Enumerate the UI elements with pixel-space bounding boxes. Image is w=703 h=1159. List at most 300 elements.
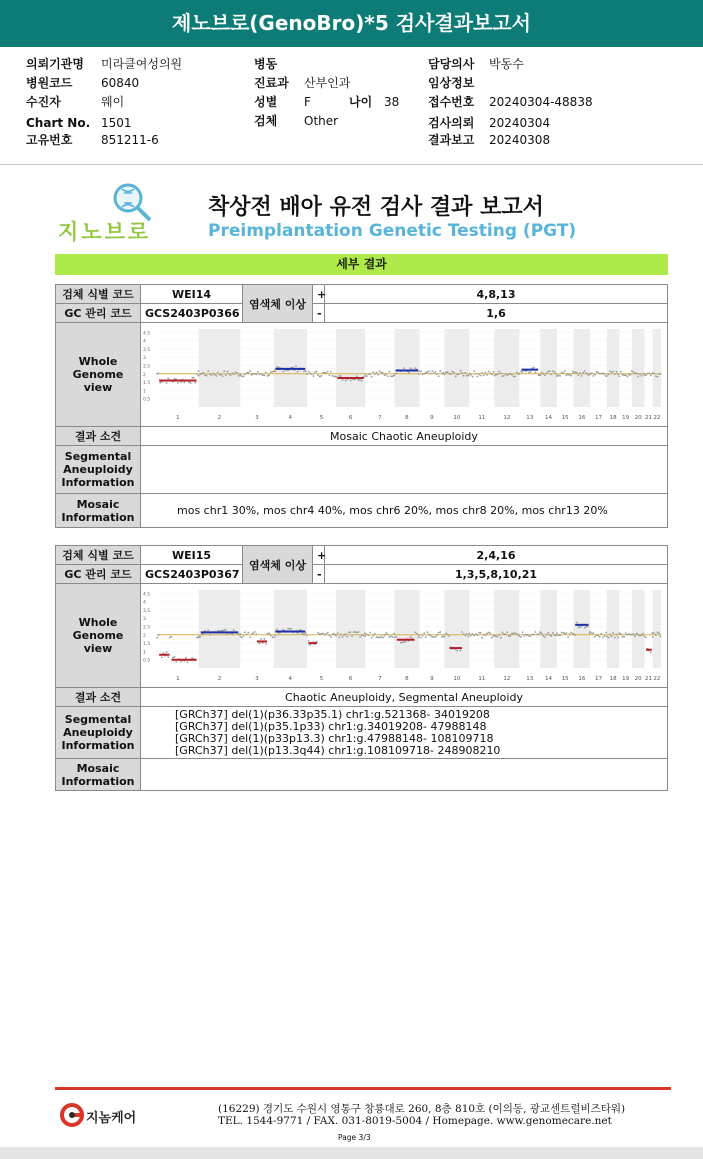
copy-number-bin: [177, 382, 179, 384]
copy-number-bin: [274, 370, 276, 372]
copy-number-bin: [533, 367, 535, 369]
copy-number-bin: [486, 374, 488, 376]
copy-number-bin: [445, 371, 447, 373]
copy-number-bin: [430, 373, 432, 375]
copy-number-bin: [368, 635, 370, 637]
copy-number-bin: [289, 628, 291, 630]
copy-number-bin: [511, 633, 513, 635]
copy-number-bin: [416, 633, 418, 635]
copy-number-bin: [493, 375, 495, 377]
copy-number-bin: [634, 372, 636, 374]
segmental-line: [GRCh37] del(1)(p33p13.3) chr1:g.47988148- 108109718: [175, 731, 494, 745]
copy-number-bin: [526, 634, 528, 636]
copy-number-bin: [647, 373, 649, 375]
copy-number-bin: [206, 375, 208, 377]
copy-number-bin: [658, 632, 660, 634]
copy-number-bin: [470, 635, 472, 637]
copy-number-bin: [330, 636, 332, 638]
mosaic-label: [56, 759, 141, 791]
copy-number-bin: [591, 373, 593, 375]
copy-number-bin: [241, 375, 243, 377]
finding-value: Chaotic Aneuploidy, Segmental Aneuploidy: [141, 688, 668, 707]
chromosome-tick-label: 18: [609, 676, 617, 682]
copy-number-bin: [324, 634, 326, 636]
copy-number-bin: [320, 633, 322, 635]
copy-number-bin: [369, 632, 371, 634]
copy-number-bin: [468, 375, 470, 377]
copy-number-bin: [388, 636, 390, 638]
chromosome-tick-label: 12: [503, 415, 511, 421]
copy-number-bin: [491, 374, 493, 376]
copy-number-bin: [257, 371, 259, 373]
copy-number-bin: [238, 633, 240, 635]
copy-number-bin: [660, 373, 662, 375]
copy-number-bin: [448, 373, 450, 375]
chromosome-tick-label: 3: [255, 676, 259, 682]
copy-number-bin: [531, 633, 533, 635]
copy-number-bin: [345, 380, 347, 382]
copy-number-bin: [448, 635, 450, 637]
copy-number-bin: [518, 373, 520, 375]
label-age: 나이: [349, 95, 373, 109]
copy-number-bin: [297, 371, 299, 373]
copy-number-bin: [652, 636, 654, 638]
genome-plot-cell: [141, 584, 668, 688]
copy-number-bin: [376, 636, 378, 638]
copy-number-bin: [215, 375, 217, 377]
copy-number-bin: [303, 633, 305, 635]
label-clinical-info: 임상정보: [428, 76, 475, 90]
copy-number-bin: [622, 636, 624, 638]
copy-number-bin: [317, 374, 319, 376]
copy-number-bin: [628, 633, 630, 635]
company-contact: TEL. 1544-9771 / FAX. 031-8019-5004 / Homepage. www.genomecare.net: [218, 1115, 612, 1127]
copy-number-bin: [343, 634, 345, 636]
copy-number-bin: [220, 374, 222, 376]
copy-number-bin: [642, 633, 644, 635]
copy-number-bin: [592, 375, 594, 377]
copy-number-bin: [508, 373, 510, 375]
label-physician: 담당의사: [428, 57, 475, 71]
copy-number-bin: [486, 633, 488, 635]
copy-number-bin: [263, 374, 265, 376]
copy-number-bin: [570, 375, 572, 377]
label-line: Whole: [78, 355, 118, 368]
copy-number-bin: [625, 374, 627, 376]
copy-number-bin: [328, 374, 330, 376]
report-title-bar: 제노브로(GenoBro)*5 검사결과보고서: [0, 0, 703, 47]
value-hospital-code: 60840: [101, 76, 140, 90]
copy-number-bin: [660, 636, 662, 638]
copy-number-bin: [358, 379, 360, 381]
copy-number-bin: [625, 632, 627, 634]
copy-number-bin: [418, 373, 420, 375]
copy-number-bin: [522, 371, 524, 373]
copy-number-bin: [566, 374, 568, 376]
copy-number-bin: [435, 636, 437, 638]
copy-number-bin: [556, 633, 558, 635]
copy-number-bin: [172, 657, 174, 659]
copy-number-bin: [481, 372, 483, 374]
copy-number-bin: [309, 372, 311, 374]
copy-number-bin: [570, 632, 572, 634]
copy-number-bin: [576, 622, 578, 624]
mosaic-label: [56, 494, 141, 528]
copy-number-bin: [259, 643, 261, 645]
copy-number-bin: [356, 375, 358, 377]
copy-number-bin: [645, 636, 647, 638]
copy-number-bin: [431, 370, 433, 372]
copy-number-bin: [380, 636, 382, 638]
copy-number-bin: [267, 633, 269, 635]
copy-number-bin: [456, 374, 458, 376]
label-test-requested: 검사의뢰: [428, 116, 475, 130]
gain-sign: +: [313, 285, 325, 304]
gc-code-label: GC 관리 코드: [56, 565, 141, 584]
copy-number-bin: [516, 633, 518, 635]
copy-number-bin: [460, 370, 462, 372]
copy-number-bin: [657, 376, 659, 378]
copy-number-bin: [274, 635, 276, 637]
copy-number-bin: [631, 633, 633, 635]
y-tick-label: 3: [143, 617, 146, 623]
copy-number-bin: [572, 370, 574, 372]
copy-number-bin: [175, 661, 177, 663]
y-tick-label: 1: [143, 389, 146, 395]
copy-number-bin: [597, 635, 599, 637]
gc-code-value: GCS2403P0366: [141, 304, 243, 323]
copy-number-bin: [201, 633, 203, 635]
chromosome-abnormality-label: 염색체 이상: [243, 285, 313, 323]
label-sex: 성별: [254, 95, 278, 109]
copy-number-bin: [290, 628, 292, 630]
copy-number-bin: [539, 631, 541, 633]
copy-number-bin: [533, 634, 535, 636]
label-line: Aneuploidy: [63, 726, 133, 739]
copy-number-bin: [195, 382, 197, 384]
copy-number-bin: [559, 375, 561, 377]
copy-number-bin: [359, 636, 361, 638]
label-patient: 수진자: [26, 95, 61, 109]
copy-number-bin: [582, 372, 584, 374]
copy-number-bin: [636, 373, 638, 375]
copy-number-bin: [589, 631, 591, 633]
copy-number-bin: [509, 635, 511, 637]
label-line: Information: [61, 510, 135, 524]
label-department: 진료과: [254, 76, 289, 90]
copy-number-bin: [614, 373, 616, 375]
copy-number-bin: [368, 373, 370, 375]
copy-number-bin: [478, 632, 480, 634]
copy-number-bin: [319, 633, 321, 635]
copy-number-bin: [525, 634, 527, 636]
chromosome-tick-label: 8: [405, 676, 409, 682]
copy-number-bin: [458, 373, 460, 375]
copy-number-bin: [337, 632, 339, 634]
company-name: 지놈케어: [86, 1111, 137, 1126]
copy-number-bin: [198, 636, 200, 638]
company-address: (16229) 경기도 수원시 영통구 창룡대로 260, 8층 810호 (이의동, 광교센트럴비즈타워): [218, 1103, 626, 1115]
copy-number-bin: [319, 376, 321, 378]
copy-number-bin: [488, 632, 490, 634]
sample-id-label: 검체 식별 코드: [56, 285, 141, 304]
chromosome-tick-label: 7: [378, 415, 382, 421]
copy-number-bin: [463, 633, 465, 635]
label-line: view: [83, 642, 113, 655]
copy-number-bin: [364, 635, 366, 637]
copy-number-bin: [591, 632, 593, 634]
copy-number-bin: [444, 374, 446, 376]
copy-number-bin: [364, 373, 366, 375]
copy-number-bin: [338, 636, 340, 638]
copy-number-bin: [651, 632, 653, 634]
y-tick-label: 4: [143, 339, 146, 345]
copy-number-bin: [219, 374, 221, 376]
copy-number-bin: [371, 376, 373, 378]
copy-number-bin: [395, 636, 397, 638]
copy-number-bin: [207, 370, 209, 372]
whole-genome-view-label: [56, 584, 141, 688]
chromosome-tick-label: 16: [578, 415, 586, 421]
y-tick-label: 4: [143, 600, 146, 606]
copy-number-bin: [241, 637, 243, 639]
report-title: 착상전 배아 유전 검사 결과 보고서: [208, 195, 544, 220]
copy-number-bin: [425, 372, 427, 374]
copy-number-bin: [422, 373, 424, 375]
copy-number-bin: [392, 375, 394, 377]
copy-number-bin: [641, 634, 643, 636]
copy-number-bin: [541, 372, 543, 374]
copy-number-bin: [191, 377, 193, 379]
label-line: view: [83, 381, 113, 394]
copy-number-bin: [503, 633, 505, 635]
copy-number-bin: [555, 373, 557, 375]
copy-number-bin: [444, 636, 446, 638]
copy-number-bin: [466, 375, 468, 377]
copy-number-bin: [576, 372, 578, 374]
copy-number-bin: [470, 374, 472, 376]
copy-number-bin: [430, 635, 432, 637]
copy-number-bin: [439, 370, 441, 372]
chromosome-tick-label: 20: [634, 676, 642, 682]
copy-number-bin: [614, 637, 616, 639]
copy-number-bin: [167, 377, 169, 379]
copy-number-bin: [594, 374, 596, 376]
copy-number-bin: [505, 373, 507, 375]
copy-number-bin: [577, 374, 579, 376]
copy-number-bin: [547, 371, 549, 373]
copy-number-bin: [308, 640, 310, 642]
copy-number-bin: [255, 633, 257, 635]
label-specimen: 검체: [254, 114, 278, 128]
copy-number-bin: [223, 629, 225, 631]
copy-number-bin: [227, 634, 229, 636]
label-line: Mosaic: [76, 761, 120, 775]
copy-number-bin: [435, 371, 437, 373]
copy-number-bin: [600, 373, 602, 375]
copy-number-bin: [596, 371, 598, 373]
label-line: Segmental: [64, 450, 132, 463]
copy-number-bin: [528, 635, 530, 637]
copy-number-bin: [573, 372, 575, 374]
copy-number-bin: [388, 371, 390, 373]
copy-number-bin: [379, 370, 381, 372]
copy-number-bin: [255, 373, 257, 375]
copy-number-bin: [308, 371, 310, 373]
copy-number-bin: [518, 635, 520, 637]
copy-number-bin: [372, 371, 374, 373]
copy-number-bin: [549, 634, 551, 636]
copy-number-bin: [199, 636, 201, 638]
copy-number-bin: [520, 371, 522, 373]
copy-number-bin: [530, 635, 532, 637]
copy-number-bin: [222, 630, 224, 632]
copy-number-bin: [227, 371, 229, 373]
copy-number-bin: [495, 635, 497, 637]
chromosome-tick-label: 4: [288, 676, 293, 682]
chromosome-tick-label: 6: [348, 415, 353, 421]
copy-number-bin: [158, 634, 160, 636]
copy-number-bin: [423, 632, 425, 634]
copy-number-bin: [420, 637, 422, 639]
copy-number-bin: [544, 636, 546, 638]
copy-number-bin: [493, 635, 495, 637]
chromosome-tick-label: 12: [503, 676, 511, 682]
copy-number-bin: [546, 372, 548, 374]
chromosome-tick-label: 10: [453, 415, 461, 421]
genobro-logo: [56, 182, 168, 242]
copy-number-bin: [174, 656, 176, 658]
copy-number-bin: [159, 382, 161, 384]
copy-number-bin: [249, 370, 251, 372]
copy-number-bin: [246, 634, 248, 636]
copy-number-bin: [562, 632, 564, 634]
copy-number-bin: [599, 636, 601, 638]
label-requesting-institution: 의뢰기관명: [26, 57, 84, 71]
copy-number-bin: [273, 636, 275, 638]
copy-number-bin: [247, 632, 249, 634]
copy-number-bin: [287, 370, 289, 372]
label-line: Mosaic: [76, 497, 120, 511]
copy-number-bin: [618, 632, 620, 634]
label-line: Information: [61, 774, 135, 788]
copy-number-bin: [348, 631, 350, 633]
mosaic-value: [141, 759, 668, 791]
gain-chromosomes: 2,4,16: [325, 546, 668, 565]
copy-number-bin: [567, 374, 569, 376]
copy-number-bin: [394, 374, 396, 376]
copy-number-bin: [433, 372, 435, 374]
y-tick-label: 2.5: [143, 364, 151, 370]
copy-number-bin: [169, 637, 171, 639]
chromosome-tick-label: 22: [653, 415, 661, 421]
copy-number-bin: [639, 635, 641, 637]
chromosome-tick-label: 22: [653, 676, 661, 682]
copy-number-bin: [198, 370, 200, 372]
copy-number-bin: [468, 636, 470, 638]
copy-number-bin: [265, 643, 267, 645]
copy-number-bin: [384, 374, 386, 376]
chromosome-tick-label: 16: [578, 676, 586, 682]
copy-number-bin: [616, 634, 618, 636]
copy-number-bin: [193, 377, 195, 379]
copy-number-bin: [475, 373, 477, 375]
label-line: Information: [61, 476, 135, 489]
copy-number-bin: [641, 375, 643, 377]
copy-number-bin: [569, 374, 571, 376]
label-line: Whole: [78, 616, 118, 629]
copy-number-bin: [259, 373, 261, 375]
copy-number-bin: [637, 634, 639, 636]
copy-number-bin: [600, 633, 602, 635]
copy-number-bin: [604, 635, 606, 637]
chromosome-tick-label: 15: [561, 415, 569, 421]
value-test-requested: 20240304: [489, 116, 551, 130]
chromosome-tick-label: 5: [319, 676, 324, 682]
copy-number-bin: [369, 373, 371, 375]
copy-number-bin: [534, 371, 536, 373]
copy-number-bin: [254, 631, 256, 633]
copy-number-bin: [364, 375, 366, 377]
copy-number-bin: [214, 374, 216, 376]
loss-chromosomes: 1,6: [325, 304, 668, 323]
report-subtitle: Preimplantation Genetic Testing (PGT): [208, 221, 577, 241]
chromosome-tick-label: 18: [609, 415, 617, 421]
copy-number-bin: [491, 637, 493, 639]
copy-number-bin: [427, 371, 429, 373]
copy-number-bin: [158, 373, 160, 375]
copy-number-bin: [506, 374, 508, 376]
copy-number-bin: [427, 631, 429, 633]
chromosome-tick-label: 13: [526, 415, 534, 421]
copy-number-bin: [359, 379, 361, 381]
copy-number-bin: [305, 370, 307, 372]
copy-number-bin: [243, 376, 245, 378]
copy-number-bin: [438, 375, 440, 377]
copy-number-bin: [201, 373, 203, 375]
copy-number-bin: [252, 373, 254, 375]
copy-number-bin: [509, 373, 511, 375]
label-accession-no: 접수번호: [428, 95, 475, 109]
copy-number-bin: [366, 375, 368, 377]
copy-number-bin: [599, 373, 601, 375]
y-tick-label: 1.5: [143, 381, 151, 387]
copy-number-bin: [395, 372, 397, 374]
copy-number-bin: [203, 633, 205, 635]
copy-number-bin: [382, 372, 384, 374]
copy-number-bin: [497, 373, 499, 375]
value-physician: 박동수: [489, 57, 524, 71]
chromosome-tick-label: 21: [645, 676, 653, 682]
copy-number-bin: [236, 372, 238, 374]
copy-number-bin: [464, 635, 466, 637]
y-tick-label: 1.5: [143, 642, 151, 648]
header-divider: [0, 164, 703, 165]
copy-number-bin: [309, 644, 311, 646]
chromosome-tick-label: 1: [176, 415, 180, 421]
copy-number-bin: [263, 638, 265, 640]
copy-number-bin: [325, 372, 327, 374]
copy-number-bin: [166, 382, 168, 384]
copy-number-bin: [422, 635, 424, 637]
copy-number-bin: [233, 629, 235, 631]
copy-number-bin: [377, 636, 379, 638]
copy-number-bin: [390, 375, 392, 377]
copy-number-bin: [239, 636, 241, 638]
copy-number-bin: [410, 367, 412, 369]
copy-number-bin: [511, 374, 513, 376]
copy-number-bin: [322, 632, 324, 634]
